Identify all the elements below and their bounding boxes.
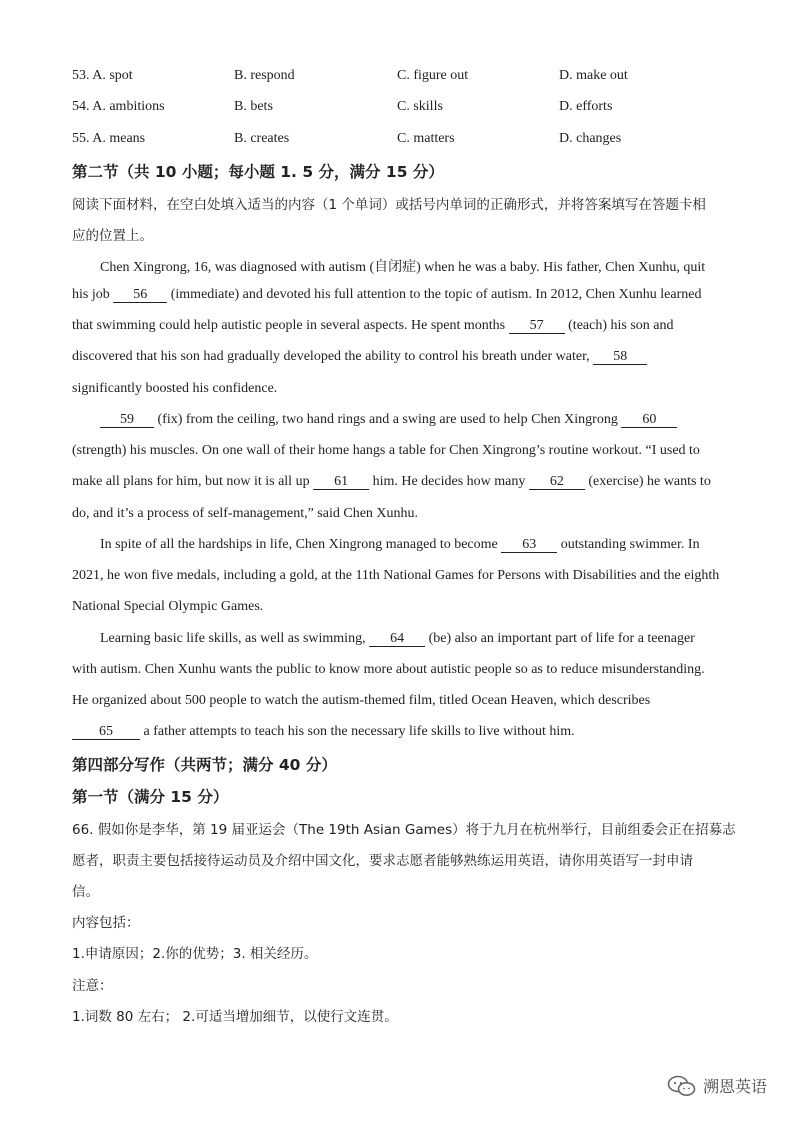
- wechat-icon: [667, 1075, 697, 1097]
- passage-line: discovered that his son had gradually developed the ability to control his breath under water, 58: [72, 349, 647, 365]
- blank-58: 58: [593, 350, 647, 365]
- watermark-text: 溯恩英语: [702, 1077, 767, 1096]
- mc-option-c: C. matters: [397, 131, 455, 146]
- content-label: 内容包括：: [72, 915, 140, 931]
- question-line: 愿者，职责主要包括接待运动员及介绍中国文化，要求志愿者能够熟练运用英语，请你用英语写一封申请: [72, 853, 693, 869]
- blank-61: 61: [313, 475, 369, 490]
- passage-line: 59 (fix) from the ceiling, two hand rings and a swing are used to help Chen Xingrong 60: [100, 412, 677, 428]
- mc-row-53: [72, 68, 752, 92]
- mc-option-c: C. skills: [397, 99, 443, 114]
- mc-option-d: D. changes: [559, 131, 622, 146]
- watermark: [667, 1074, 767, 1097]
- note-text: 1.词数 80 左右； 2.可适当增加细节，以使行文连贯。: [72, 1009, 398, 1025]
- passage-line: He organized about 500 people to watch the autism-themed film, titled Ocean Heaven, which describes: [72, 693, 651, 708]
- mc-option-b: B. respond: [234, 68, 295, 83]
- instruction-line: 应的位置上。: [72, 228, 153, 244]
- blank-65: 65: [72, 725, 140, 740]
- passage-line: (strength) his muscles. On one wall of their home hangs a table for Chen Xingrong’s routine workout. “I used to: [72, 443, 700, 458]
- blank-63: 63: [501, 538, 557, 553]
- mc-row-54: [72, 99, 752, 123]
- mc-option-d: D. efforts: [559, 99, 613, 114]
- section-title: 第一节（满分 15 分）: [72, 788, 229, 806]
- blank-64: 64: [369, 632, 425, 647]
- mc-option-b: B. creates: [234, 131, 290, 146]
- part-title: 第四部分写作（共两节；满分 40 分）: [72, 756, 337, 774]
- passage-line: 2021, he won five medals, including a gold, at the 11th National Games for Persons with Disabilities and the eighth: [72, 568, 720, 583]
- passage-line: National Special Olympic Games.: [72, 599, 264, 614]
- blank-59: 59: [100, 413, 154, 428]
- passage-line: Learning basic life skills, as well as swimming, 64 (be) also an important part of life for a teenager: [100, 631, 695, 646]
- content-list: 1.申请原因；2.你的优势；3. 相关经历。: [72, 946, 318, 962]
- passage-line: 65 a father attempts to teach his son the necessary life skills to live without him.: [72, 724, 575, 740]
- blank-56: 56: [113, 288, 167, 303]
- instruction-line: 阅读下面材料，在空白处填入适当的内容（1 个单词）或括号内单词的正确形式，并将答案填写在答题卡相: [72, 197, 706, 213]
- blank-62: 62: [529, 475, 585, 490]
- mc-option-b: B. bets: [234, 99, 273, 114]
- passage-line: Chen Xingrong, 16, was diagnosed with autism (自闭症) when he was a baby. His father, Chen Xunhu, quit: [100, 260, 706, 275]
- mc-option-a: 53. A. spot: [72, 68, 133, 83]
- note-label: 注意：: [72, 978, 113, 994]
- question-line: 信。: [72, 884, 99, 900]
- passage-line: with autism. Chen Xunhu wants the public to know more about autistic people so as to reduce misunderstanding.: [72, 662, 705, 677]
- section-title: 第二节（共 10 小题；每小题 1. 5 分，满分 15 分）: [72, 163, 444, 181]
- question-line: 66. 假如你是李华，第 19 届亚运会（The 19th Asian Games）将于九月在杭州举行，目前组委会正在招募志: [72, 822, 736, 838]
- mc-option-c: C. figure out: [397, 68, 469, 83]
- mc-option-a: 54. A. ambitions: [72, 99, 165, 114]
- passage-line: In spite of all the hardships in life, Chen Xingrong managed to become 63 outstanding swimmer. In: [100, 537, 700, 552]
- passage-line: make all plans for him, but now it is all up 61 him. He decides how many 62 (exercise) he wants to: [72, 474, 711, 489]
- blank-60: 60: [621, 413, 677, 428]
- blank-57: 57: [509, 319, 565, 334]
- mc-option-a: 55. A. means: [72, 131, 146, 146]
- mc-row-55: [72, 131, 752, 155]
- mc-option-d: D. make out: [559, 68, 628, 83]
- passage-line: do, and it’s a process of self-management,” said Chen Xunhu.: [72, 506, 419, 521]
- passage-line: his job 56 (immediate) and devoted his full attention to the topic of autism. In 2012, Chen Xunhu learned: [72, 287, 702, 302]
- passage-line: that swimming could help autistic people in several aspects. He spent months 57 (teach) his son and: [72, 318, 674, 333]
- passage-line: significantly boosted his confidence.: [72, 381, 278, 396]
